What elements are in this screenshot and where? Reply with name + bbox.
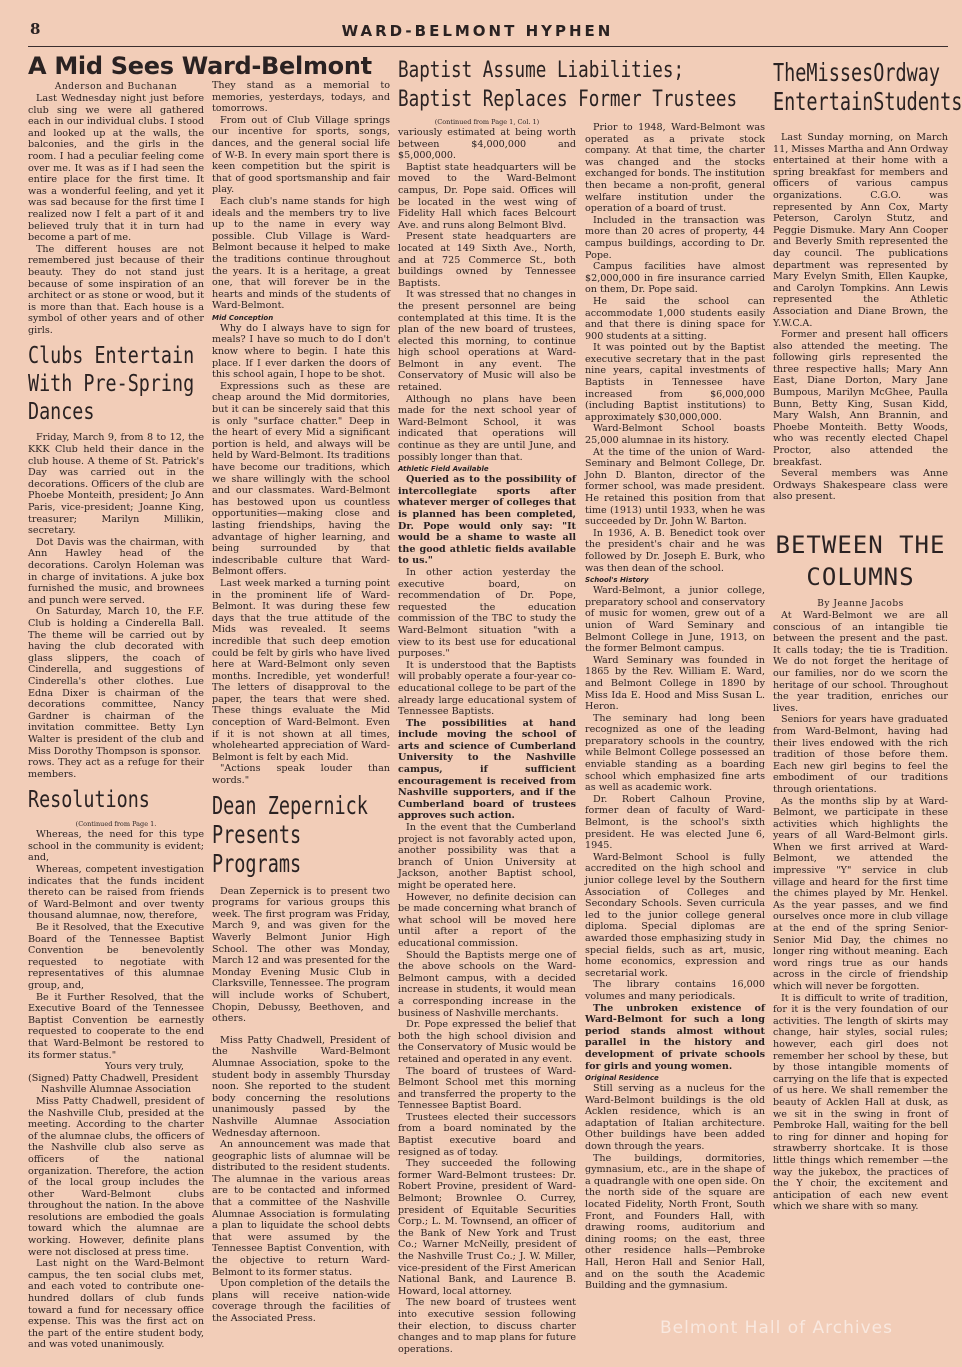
- signature-line: Yours very truly,: [104, 1061, 184, 1073]
- article-paragraph: Miss Patty Chadwell, president of the Nashville Club, presided at the meeting. According to the charter of the alumnae clubs, the officers of the Nashville club also serve as officers of the national organization. Therefore, the action of the local group includes the other Ward-Belmont clubs throughout the nation. In the above resolutions are embodied the goals toward which the alumnae are working. However, definite plans were not disclosed at press time.: [28, 1095, 204, 1258]
- headline-ordway: TheMissesOrdway EntertainStudents: [773, 58, 962, 116]
- article-paragraph: The library contains 16,000 volumes and many periodicals.: [585, 979, 765, 1002]
- article-paragraph: The unbroken existence of Ward-Belmont for such a long period stands almost without parallel in the history and development of private schools for girls and young women.: [585, 1002, 765, 1072]
- signature-line: Nashville Alumnae Association: [40, 1084, 192, 1096]
- article-paragraph: They stand as a memorial to memories, yesterdays, todays, and tomorrows.: [212, 80, 390, 115]
- continued-note: (Continued from Page 1, Col. 1): [434, 118, 540, 126]
- article-paragraph: Last Sunday morning, on March 11, Misses Martha and Ann Ordway entertained at their home with a spring breakfast for members and officers of various campus organizations. C.G.O. was represented by Ann Cox, Marty Peterson, Carolyn Stutz, and Peggie Dismuke. Mary Ann Cooper and Beverly Smith represented the day council. The publications department was represented by Mary Evelyn Smith, Ellen Kaupke, and Carolyn Tompkins. Ann Lewis represented the Athletic Association and Diane Brown, the Y.W.C.A.: [773, 132, 948, 329]
- headline-baptist: Baptist Assume Liabilities; Baptist Replaces Former Trustees: [398, 58, 738, 112]
- article-paragraph: Should the Baptists merge one of the above schools on the Ward-Belmont campus, with a decided increase in students, it would mean a corresponding increase in the business of Nashville merchants.: [398, 949, 576, 1019]
- article-paragraph: Expressions such as these are cheap around the Mid dormitories, but it can be sincerely said that this is only "surface chatter." Deep in the heart of every Mid a significant portion is held, and always will be held by Ward-Belmont. Its traditions have become our traditions, which we share willingly with the school and our classmates. Ward-Belmont has bestowed upon us countless opportunities—making close and lasting friendships, having the advantage of higher learning, and being surrounded by that indescribable culture that Ward-Belmont offers.: [212, 380, 390, 578]
- article-paragraph: Prior to 1948, Ward-Belmont was operated as a private stock company. At that time, the charter was changed and the stocks exchanged for bonds. The institution then became a non-profit, general welfare institution under the operation of a board of trust.: [585, 122, 765, 215]
- article-paragraph: Last week marked a turning point in the prominent life of Ward-Belmont. It was during these few days that the true attitude of the Mids was revealed. It seems incredible that such deep emotion could be felt by girls who have lived here at Ward-Belmont only seven months. Incredible, yet wonderful! The letters of disapproval to the paper, the tears that were shed. These things evaluate the Mid conception of Ward-Belmont. Even if it is not shown at all times, wholehearted appreciation of Ward-Belmont is felt by each Mid.: [212, 577, 390, 763]
- column-4: [585, 52, 765, 1347]
- article-paragraph: Baptist state headquarters will be moved to the Ward-Belmont campus, Dr. Pope said. Offices will be located in the west wing of Fidelity Hall which faces Belcourt Ave. and runs along Belmont Blvd.: [398, 161, 576, 231]
- article-paragraph: As the months slip by at Ward-Belmont, we participate in these activities which highlights the years of all Ward-Belmont girls. When we first arrived at Ward-Belmont, we attended the impressive "Y" service in club village and heard for the first time the chimes played by Mr. Henkel. As the year passes, and we find ourselves once more in club village at the end of the spring Senior-Senior Mid Day, the chimes no longer ring without meaning. Each word rings true as our hands across in the circle of friendship which will never be forgotten.: [773, 795, 948, 992]
- article-paragraph: It is difficult to write of tradition, for it is the very foundation of our activities. The length of skirts may change, hair styles, social rules; however, each girl does not remember her school by these, but by those intangible moments of carrying on the life that is expected of us here. We shall remember the beauty of Acklen Hall at dusk, as we sit in the swing in front of Pembroke Hall, waiting for the bell to ring for dinner and hoping for strawberry shortcake. It is those little things which remember —the way the jukebox, the practices of the Y choir, the excitement and anticipation of each new event which we share with so many.: [773, 992, 948, 1213]
- byline-mid-sees: Anderson and Buchanan: [54, 82, 178, 92]
- article-paragraph: At Ward-Belmont we are all conscious of an intangible tie between the present and the past. It calls today; the tie is Tradition. We do not forget the heritage of our families, nor do we scorn the heritage of our school. Throughout the year tradition, enriches our lives.: [773, 610, 948, 714]
- column-2: [212, 52, 390, 1347]
- column-1: [28, 52, 204, 1351]
- archive-watermark: Belmont Hall of Archives: [660, 1318, 893, 1338]
- article-paragraph: Dean Zepernick is to present two programs for various groups this week. The first program was Friday, March 9, and was given for the Waverly Belmont Junior High School. The other was Monday, March 12 and was presented for the Monday Evening Music Club in Clarksville, Tennessee. The program will include works of Schubert, Chopin, Debussy, Beethoven, and others.: [212, 885, 390, 1025]
- subhead-schools-history: School's History: [585, 576, 649, 585]
- article-paragraph: Be it Resolved, that the Executive Board of the Tennessee Baptist Convention be benevolently requested to negotiate with representatives of this alumnae group, and,: [28, 922, 204, 991]
- article-paragraph: It is understood that the Baptists will probably operate a four-year co-educational college to be part of the already large educational system of Tennessee Baptists.: [398, 659, 576, 718]
- article-paragraph: The different houses are not remembered just because of their beauty. They do not stand just because of some inspiration of an architect or as stone or wood, but it is more than that. Each house is a symbol of other years and of other girls.: [28, 243, 204, 336]
- article-paragraph: Ward Seminary was founded in 1865 by the Rev. William E. Ward, and Belmont College in 1890 by Miss Ida E. Hood and Miss Susan L. Heron.: [585, 654, 765, 713]
- article-paragraph: Included in the transaction was more than 20 acres of property, 44 campus buildings, according to Dr. Pope.: [585, 214, 765, 261]
- article-paragraph: On Saturday, March 10, the F.F. Club is holding a Cinderella Ball. The theme will be carried out by having the club decorated with glass slippers, the coach of Cinderella, and suggestions of Cinderella's other clothes. Lue Edna Dixer is chairman of the decorations committee, Nancy Gardner is chairman of the invitation committee. Betty Lyn Walter is president of the club and Miss Dorothy Thompson is sponsor.: [28, 606, 204, 757]
- article-paragraph: Ward-Belmont School is fully accredited on the high school and junior college level by the Southern Association of Colleges and Secondary Schools. Seven curricula led to the junior college general diploma. Special diplomas are awarded those emphasizing study in special fields, such as art, music, home economics, expression and secretarial work.: [585, 851, 765, 979]
- article-paragraph: Why do I always have to sign for meals? I have so much to do I don't know where to begin. I hate this place. If I ever darken the doors of this school again, I hope to be shot.: [212, 322, 390, 381]
- headline-resolutions: Resolutions: [28, 787, 150, 814]
- article-paragraph: It was pointed out by the Baptist executive secretary that in the past nine years, capital investments of Baptists in Tennessee have increased from $6,000,000 (including Baptist institutions) to approximately $30,000,000.: [585, 342, 765, 423]
- subhead-athletic: Athletic Field Available: [398, 465, 489, 474]
- headline-dean: Dean Zepernick Presents Programs: [212, 790, 368, 878]
- article-paragraph: Dr. Robert Calhoun Provine, former dean of faculty of Ward-Belmont, is the school's sixth president. He was elected June 6, 1945.: [585, 793, 765, 852]
- article-paragraph: Last Wednesday night just before club sing we were all gathered each in our individual clubs. I stood and looked up at the walls, the balconies, and the girls in the room. I had a peculiar feeling come over me. It was as if I had seen the entire place for the first time. It was a wonderful feeling, and yet it was sad because for the first time I realized now I felt a part of it and believed truly that it in turn had become a part of me.: [28, 93, 204, 244]
- article-paragraph: Although no plans have been made for the next school year of Ward-Belmont School, it was indicated that operations will continue as they are until June, and possibly longer than that.: [398, 393, 576, 463]
- article-paragraph: Former and present hall officers also attended the meeting. The following girls represented the three respective halls; Mary Ann East, Diane Dorton, Mary Jane Bumpous, Marilyn McGhee, Paulla Bunn, Betty King, Susan Kidd, Mary Walsh, Ann Brannin, and Phoebe Monteith. Betty Woods, who was recently elected Chapel Proctor, also attended the breakfast.: [773, 329, 948, 468]
- article-paragraph: In other action yesterday the executive board, on recommendation of Dr. Pope, requested the education commission of the TBC to study the Ward-Belmont situation "with a view to its best use for educational purposes.": [398, 566, 576, 660]
- column-3: [398, 52, 576, 1355]
- article-paragraph: Present state headquarters are located at 149 Sixth Ave., North, and at 725 Commerce St., both buildings owned by Tennessee Baptists.: [398, 231, 576, 289]
- article-paragraph: They succeeded the following former Ward-Belmont trustees: Dr. Robert Provine, president of Ward-Belmont; Brownlee O. Currey, president of Equitable Securities Corp.; L. M. Townsend, an officer of the Bank of New York and Trust Co.; Warner McNeilly, president of the Nashville Trust Co.; J. W. Miller, vice-president of the First American National Bank, and Laurence B. Howard, local attorney.: [398, 1158, 576, 1297]
- article-paragraph: In the event that the Cumberland project is not favorably acted upon, another possibility was that a branch of Union University at Jackson, another Baptist school, might be operated here.: [398, 822, 576, 891]
- article-paragraph: Last night on the Ward-Belmont campus, the ten social clubs met, and each voted to contribute one-hundred dollars of club funds toward a fund for necessary office expense. This was the first act on the part of the entire student body, and was voted unanimously.: [28, 1258, 204, 1351]
- article-paragraph: Each club's name stands for high ideals and the members try to live up to the name in every way possible. Club Village is Ward-Belmont because it helped to make the traditions continue throughout the years. It is a heritage, a great one, that will forever be in the hearts and minds of the students of Ward-Belmont.: [212, 195, 390, 312]
- column-5: [773, 52, 962, 1347]
- article-paragraph: "Actions speak louder than words.": [212, 763, 390, 787]
- article-paragraph: Seniors for years have graduated from Ward-Belmont, having had their lives endowed with the rich tradition of those before them. Each new girl begins to feel the embodiment of our traditions through orientations.: [773, 714, 948, 795]
- subhead-original-residence: Original Residence: [585, 1074, 659, 1083]
- article-paragraph: rows. They act as a refuge for their members.: [28, 757, 204, 780]
- continued-note: (Continued from Page 1.: [75, 820, 157, 829]
- article-paragraph: In 1936, A. B. Benedict took over the president's chair and he was followed by Dr. Joseph E. Burk, who was then dean of the school.: [585, 527, 765, 574]
- article-paragraph: Ward-Belmont, a junior college, preparatory school and conservatory of music for women, grew out of a union of Ward Seminary and Belmont College in June, 1913, on the former Belmont campus.: [585, 585, 765, 655]
- subhead-mid-conception: Mid Conception: [212, 313, 274, 322]
- signature-line: (Signed) Patty Chadwell, President: [28, 1072, 199, 1084]
- article-paragraph: variously estimated at being worth between $4,000,000 and $5,000,000.: [398, 127, 576, 162]
- article-paragraph: Still serving as a nucleus for the Ward-Belmont buildings is the old Acklen residence, which is an adaptation of Italian architecture. Other buildings have been added down through the years.: [585, 1083, 765, 1153]
- article-paragraph: Dot Davis was the chairman, with Ann Hawley head of the decorations. Carolyn Holeman was in charge of invitations. A juke box furnished the music, and brownees and punch were served.: [28, 536, 204, 606]
- headline-columns: BETWEEN THE COLUMNS: [775, 531, 946, 591]
- article-paragraph: Be it Further Resolved, that the Executive Board of the Tennessee Baptist Convention be earnestly requested to cooperate to the end that Ward-Belmont be restored to its former status.": [28, 991, 204, 1061]
- article-paragraph: Whereas, competent investigation indicates that the funds incident thereto can be raised from friends of Ward-Belmont and over twenty thousand alumnae, now, therefore,: [28, 864, 204, 922]
- byline-columns: By Jeanne Jacobs: [817, 599, 904, 609]
- article-paragraph: The new board of trustees went into executive session following their election, to discuss charter changes and to map plans for future operations.: [398, 1297, 576, 1355]
- article-paragraph: Several members was Anne Ordways Shakespeare class were also present.: [773, 468, 948, 503]
- article-paragraph: The seminary had long been recognized as one of the leading preparatory schools in the country, while Belmont College possessed an enviable standing as a boarding school which emphasized fine arts as well as academic work.: [585, 712, 765, 794]
- article-paragraph: Queried as to the possibility of intercollegiate sports after whatever merger of colleges that is planned has been completed, Dr. Pope would only say: "It would be a shame to waste all the good athletic fields available to us.": [398, 474, 576, 567]
- article-paragraph: Ward-Belmont School boasts 25,000 alumnae in its history.: [585, 423, 765, 447]
- page-number: 8: [30, 20, 41, 38]
- headline-clubs: Clubs Entertain With Pre-Spring Dances: [28, 343, 195, 426]
- article-paragraph: Whereas, the need for this type school in the community is evident; and,: [28, 829, 204, 864]
- masthead-rule: [28, 46, 948, 47]
- article-paragraph: Friday, March 9, from 8 to 12, the KKK Club held their dance in the club house. A theme of St. Patrick's Day was carried out in the decorations. Officers of the club are Phoebe Monteith, president; Jo Ann Paris, vice-president; Joanne King, treasurer; Marilyn Millikin, secretary.: [28, 432, 204, 537]
- article-paragraph: The possibilities at hand include moving the school of arts and science of Cumberland University to the Nashville campus, if sufficient encouragement is received from Nashville supporters, and if the Cumberland board of trustees approves such action.: [398, 717, 576, 822]
- article-paragraph: From out of Club Village springs our incentive for sports, songs, dances, and the general social life of W-B. In every main sport there is keen competition but the spirit is that of good sportsmanship and fair play.: [212, 114, 390, 196]
- article-paragraph: He said the school can accommodate 1,000 students easily and that there is dining space for 900 students at a sitting.: [585, 295, 765, 342]
- article-paragraph: Trustees elected their successors from a board nominated by the Baptist executive board and resigned as of today.: [398, 1111, 576, 1158]
- article-paragraph: Campus facilities have almost $2,000,000 in fire insurance carried on them, Dr. Pope said.: [585, 261, 765, 296]
- article-paragraph: At the time of the union of Ward-Seminary and Belmont College, Dr. John D. Blanton, director of the former school, was made president. He retained this position from that time (1913) until 1933, when he was succeeded by Dr. John W. Barton.: [585, 446, 765, 528]
- article-paragraph: Dr. Pope expressed the belief that both the high school division and the Conservatory of Music would be retained and operated in any event.: [398, 1019, 576, 1065]
- article-paragraph: Miss Patty Chadwell, President of the Nashville Ward-Belmont Alumnae Association, spoke to the student body in assembly Thursday noon. She reported to the student body concerning the resolutions unanimously passed by the Nashville Alumnae Association Wednesday afternoon.: [212, 1034, 390, 1139]
- article-paragraph: It was stressed that no changes in the present personnel are being contemplated at this time. It is the plan of the new board of trustees, elected this morning, to continue high school operations at Ward-Belmont in any event. The Conservatory of Music will also be retained.: [398, 289, 576, 394]
- headline-mid-sees: A Mid Sees Ward-Belmont: [28, 52, 372, 80]
- article-paragraph: Upon completion of the details the plans will receive nation-wide coverage through the facilities of the Associated Press.: [212, 1278, 390, 1324]
- article-paragraph: The board of trustees of Ward-Belmont School met this morning and transferred the property to the Tennessee Baptist Board.: [398, 1065, 576, 1112]
- article-paragraph: An announcement was made that geographic lists of alumnae will be distributed to the resident students. The alumnae in the various areas are to be contacted and informed that a committee of the Nashville Alumnae Association is formulating a plan to liquidate the school debts that were assumed by the Tennessee Baptist Convention, with the objective to return Ward-Belmont to its former status.: [212, 1139, 390, 1278]
- article-paragraph: However, no definite decision can be made concerning what branch of what school will be moved here until after a report of the educational commission.: [398, 891, 576, 949]
- article-paragraph: The buildings, dormitories, gymnasium, etc., are in the shape of a quadrangle with one open side. On the north side of the square are located Fidelity, North Front, South Front, and Founders Hall, with drawing rooms, auditorium and dining rooms; on the east, three other residence halls—Pembroke Hall, Heron Hall and Senior Hall, and on the south the Academic Building and the gymnasium.: [585, 1152, 765, 1292]
- masthead: WARD-BELMONT HYPHEN: [341, 22, 614, 40]
